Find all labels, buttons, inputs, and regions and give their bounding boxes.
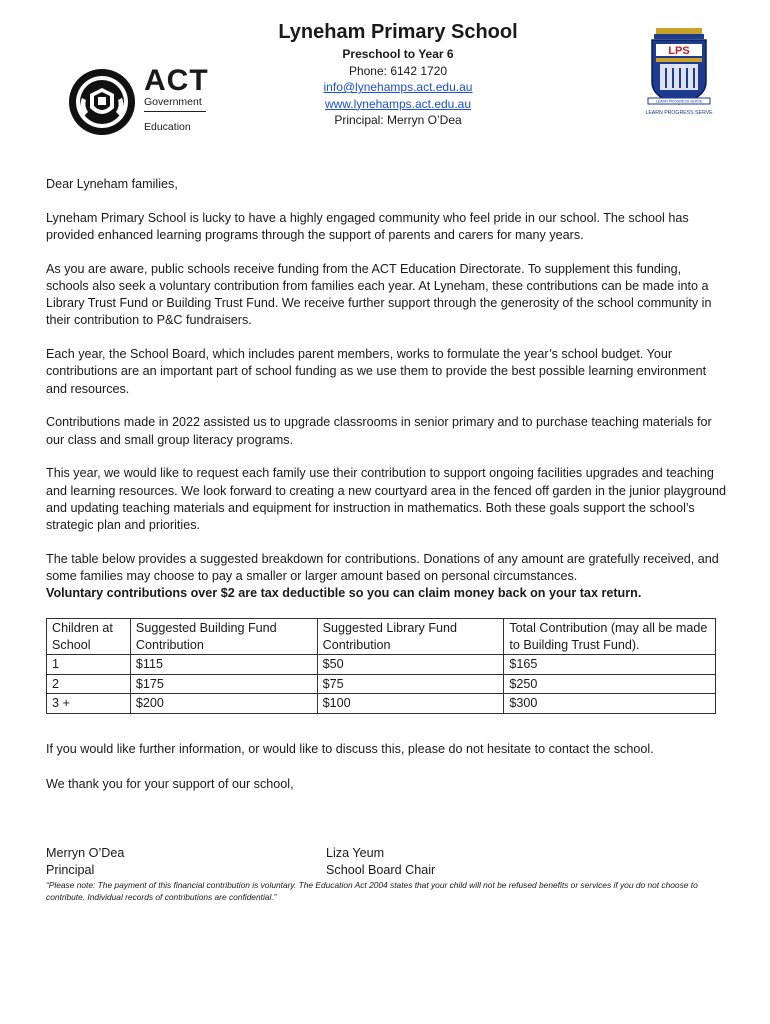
letter-paragraph-1: Lyneham Primary School is lucky to have a highly engaged community who feel pride in our school. The school has provided enhanced learning programs through the support of parents and carers for many years.	[46, 210, 689, 242]
letter-paragraph-6-text: The table below provides a suggested breakdown for contributions. Donations of any amount are gratefully received, and some families may choose to pay a smaller or larger amount based on personal circumstances.	[46, 551, 719, 584]
act-wordmark-education: Education	[144, 121, 191, 133]
table-header-cell: Suggested Building Fund Contribution	[130, 619, 317, 655]
letter-paragraph-2: As you are aware, public schools receive funding from the ACT Education Directorate. To supplement this funding, schools also seek a voluntary contribution from families each year. At Lyneham, these contributions can be made into a Library Trust Fund or Building Trust Fund. We receive further support through the generosity of the school community in their contribution to P&C fundraisers.	[46, 261, 712, 328]
lps-motto-banner: LEARN PROGRESS SERVE	[655, 99, 703, 104]
school-phone: Phone: 6142 1720	[348, 63, 448, 78]
letter-paragraph-3: Each year, the School Board, which includes parent members, works to formulate the year’s school budget. Your contributions are an important part of school funding as we use them to provide the best possible learning environment and resources.	[46, 347, 707, 396]
table-cell: $115	[130, 655, 317, 675]
table-cell-total: $165	[504, 655, 716, 675]
table-cell: $100	[317, 694, 504, 714]
lps-initials: LPS	[668, 45, 690, 57]
table-cell-total: $250	[504, 674, 716, 694]
closing-paragraph-1: If you would like further information, or would like to discuss this, please do not hesitate to contact the school.	[46, 742, 654, 756]
letter-greeting: Dear Lyneham families,	[46, 177, 178, 191]
table-row	[47, 655, 716, 675]
signature-title: School Board Chair	[326, 862, 436, 877]
school-principal: Principal: Merryn O’Dea	[334, 113, 462, 127]
table-cell-total: $300	[504, 694, 716, 714]
books-icon	[654, 28, 704, 39]
voluntary-payment-note: “Please note: The payment of this financial contribution is voluntary. The Education Act 2004 states that your child will not be refused benefits or services if you do not choose to contribute. Individual records of contributions are confidential.”	[46, 880, 698, 902]
table-header-cell: Suggested Library Fund Contribution	[317, 619, 504, 655]
act-wordmark-government: Government	[144, 96, 206, 112]
letter-body	[46, 176, 726, 619]
table-cell: 3 +	[47, 694, 131, 714]
act-government-logo	[34, 34, 209, 133]
letter-paragraph-5: This year, we would like to request each family use their contribution to support ongoing facilities upgrades and teaching and learning resources. We look forward to creating a new courtyard area in the fenced off garden in the junior playground and updating teaching materials and equipment for instruction in mathematics. Both these goals support the school’s strategic plan and priorities.	[46, 466, 727, 533]
signature-title: Principal	[46, 862, 95, 877]
table-row	[47, 674, 716, 694]
table-cell: $175	[130, 674, 317, 694]
lps-motto: LEARN PROGRESS SERVE	[645, 110, 713, 116]
letter-paragraph-6	[46, 551, 726, 603]
letter-closing	[46, 741, 726, 810]
table-header-cell: Total Contribution (may all be made to Building Trust Fund).	[504, 619, 716, 655]
table-cell: $75	[317, 674, 504, 694]
school-grades: Preschool to Year 6	[342, 47, 454, 61]
act-wordmark-big: ACT	[144, 64, 209, 97]
signature-name: Merryn O’Dea	[46, 846, 125, 860]
school-name: Lyneham Primary School	[278, 21, 518, 43]
letter-paragraph-4: Contributions made in 2022 assisted us to upgrade classrooms in senior primary and to purchase teaching materials for our class and small group literacy programs.	[46, 415, 712, 447]
signature-principal	[46, 845, 124, 878]
table-cell: 1	[47, 655, 131, 675]
school-website-link[interactable]: www.lynehamps.act.edu.au	[324, 96, 472, 111]
school-email-link[interactable]: info@lynehamps.act.edu.au	[323, 80, 473, 94]
contribution-table	[46, 618, 716, 714]
table-header-row	[47, 619, 716, 655]
table-row	[47, 694, 716, 714]
signature-name: Liza Yeum	[326, 846, 385, 860]
tax-deductible-notice: Voluntary contributions over $2 are tax deductible so you can claim money back on your tax return.	[46, 586, 642, 601]
lps-crest-logo	[642, 24, 716, 119]
act-wordmark	[144, 66, 224, 133]
act-crest-icon	[68, 68, 136, 136]
table-cell: $50	[317, 655, 504, 675]
school-details	[240, 18, 556, 129]
table-header-cell: Children at School	[47, 619, 131, 655]
table-cell: $200	[130, 694, 317, 714]
closing-paragraph-2: We thank you for your support of our school,	[46, 776, 294, 791]
letterhead	[0, 0, 770, 140]
signature-board-chair	[326, 845, 435, 878]
table-cell: 2	[47, 674, 131, 694]
